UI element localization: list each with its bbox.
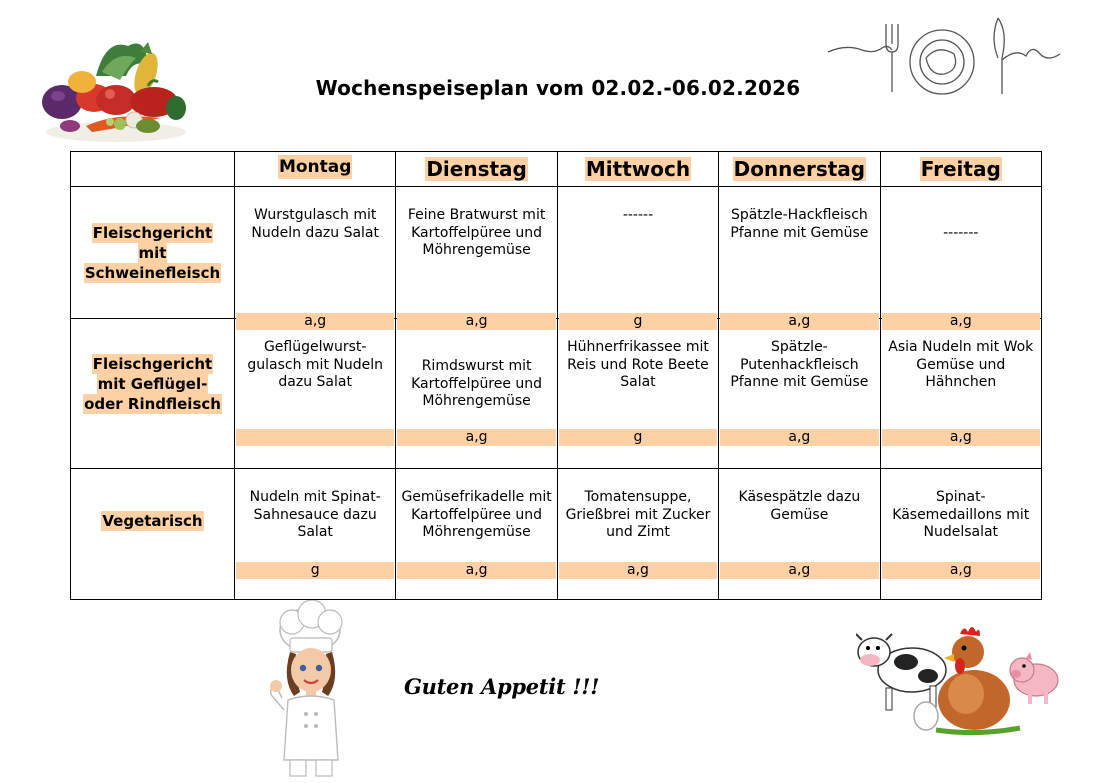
menu-cell: [880, 469, 1041, 600]
dish-text: ------: [622, 207, 654, 223]
menu-cell: [235, 469, 396, 600]
allergen-bar: a,g: [397, 429, 555, 446]
menu-cell: [719, 319, 880, 469]
dish-text: Feine Bratwurst mit Kartoffelpüree und Möhrengemüse: [407, 207, 546, 258]
day-header-donnerstag: Donnerstag: [719, 152, 880, 187]
dish-text: Rimdswurst mit Kartoffelpüree und Möhrengemüse: [411, 358, 543, 409]
menu-cell: [557, 187, 718, 329]
row-vegetarisch: [71, 469, 1042, 600]
farm-animals-illustration: [856, 610, 1062, 742]
menu-cell: [557, 319, 718, 469]
day-header-freitag: Freitag: [880, 152, 1041, 187]
allergen-bar: g: [559, 313, 717, 330]
dish-text: Asia Nudeln mit Wok Gemüse und Hähnchen: [888, 339, 1034, 390]
menu-cell: [396, 319, 557, 469]
allergen-bar: a,g: [720, 429, 878, 446]
allergen-bar: a,g: [720, 313, 878, 330]
category-label: Vegetarisch: [71, 469, 235, 600]
dish-text: -------: [943, 225, 979, 241]
allergen-bar: a,g: [882, 429, 1040, 446]
dish-text: Käsespätzle dazu Gemüse: [738, 489, 861, 523]
dish-text: Spätzle-Putenhackfleisch Pfanne mit Gemüse: [730, 339, 869, 390]
menu-cell: [880, 319, 1041, 469]
dish-text: Spinat-Käsemedaillons mit Nudelsalat: [892, 489, 1030, 540]
dish-text: Nudeln mit Spinat-Sahnesauce dazu Salat: [249, 489, 381, 540]
menu-table: [70, 151, 1042, 600]
menu-cell: [396, 187, 557, 329]
dish-text: Spätzle-Hackfleisch Pfanne mit Gemüse: [730, 207, 869, 241]
menu-cell: [235, 319, 396, 469]
greeting-text: Guten Appetit !!!: [404, 674, 600, 699]
day-header-dienstag: Dienstag: [396, 152, 557, 187]
day-header-montag: Montag: [235, 152, 396, 187]
allergen-bar: a,g: [397, 313, 555, 330]
allergen-bar: a,g: [882, 562, 1040, 579]
allergen-bar: a,g: [882, 313, 1040, 330]
day-header-mittwoch: Mittwoch: [557, 152, 718, 187]
corner-cell: [71, 152, 235, 187]
menu-cell: [235, 187, 396, 329]
header-row: [71, 152, 1042, 187]
page-title: Wochenspeiseplan vom 02.02.-06.02.2026: [315, 76, 801, 100]
allergen-bar: a,g: [236, 313, 394, 330]
allergen-bar: g: [559, 429, 717, 446]
category-label: Fleischgericht mit Schweinefleisch: [71, 187, 235, 319]
chef-illustration: [266, 600, 362, 778]
allergen-bar: a,g: [397, 562, 555, 579]
menu-cell: [719, 469, 880, 600]
row-schweinefleisch: [71, 187, 1042, 319]
menu-cell: [719, 187, 880, 329]
menu-cell: [880, 187, 1041, 329]
menu-cell: [396, 469, 557, 600]
dish-text: Wurstgulasch mit Nudeln dazu Salat: [251, 207, 379, 241]
category-label: Fleischgericht mit Geflügel- oder Rindfleisch: [71, 319, 235, 469]
allergen-bar: a,g: [559, 562, 717, 579]
dish-text: Geflügelwurst-gulasch mit Nudeln dazu Salat: [247, 339, 383, 390]
allergen-bar: [236, 429, 394, 446]
dish-text: Gemüsefrikadelle mit Kartoffelpüree und Möhrengemüse: [401, 489, 552, 540]
allergen-bar: a,g: [720, 562, 878, 579]
dish-text: Tomatensuppe, Grießbrei mit Zucker und Zimt: [565, 489, 711, 540]
dish-text: Hühnerfrikassee mit Reis und Rote Beete Salat: [567, 339, 709, 390]
allergen-bar: g: [236, 562, 394, 579]
row-gefluegel-rind: [71, 319, 1042, 469]
menu-cell: [557, 469, 718, 600]
